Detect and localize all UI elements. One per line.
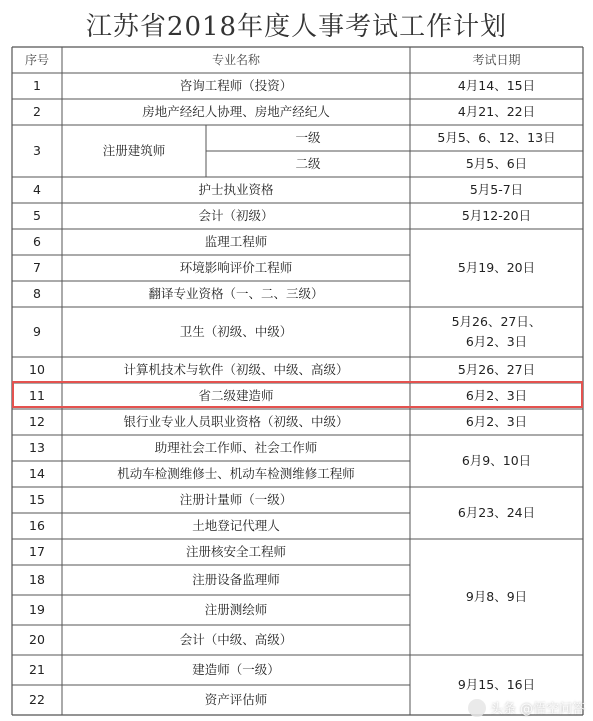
row-name: 卫生（初级、中级） (179, 324, 293, 339)
row-no: 19 (29, 602, 45, 617)
row-no: 10 (29, 362, 45, 377)
row-date: 4月14、15日 (457, 78, 536, 93)
row-no: 21 (29, 662, 45, 677)
header-date: 考试日期 (472, 53, 521, 67)
row-name: 会计（中级、高级） (179, 632, 293, 647)
row-name: 环境影响评价工程师 (179, 260, 293, 275)
merged-date: 9月15、16日 (457, 677, 536, 692)
row-name: 房地产经纪人协理、房地产经纪人 (142, 104, 330, 119)
row-no: 2 (33, 104, 41, 119)
merged-date: 6月9、10日 (461, 453, 532, 468)
row-no: 9 (33, 324, 41, 339)
row-no: 22 (29, 692, 45, 707)
row-name: 计算机技术与软件（初级、中级、高级） (123, 362, 349, 377)
row-name: 监理工程师 (204, 234, 268, 249)
row-name: 资产评估师 (204, 692, 268, 707)
row-name: 护士执业资格 (198, 182, 274, 197)
page-title: 江苏省2018年度人事考试工作计划 (85, 12, 508, 42)
row-name: 咨询工程师（投资） (179, 78, 293, 93)
row-no: 6 (33, 234, 41, 249)
row-date: 5月5、6、12、13日 (437, 130, 556, 145)
row-no: 14 (29, 466, 45, 481)
row-name: 助理社会工作师、社会工作师 (154, 440, 318, 455)
row-date: 5月5-7日 (469, 182, 524, 197)
row-sub-level: 二级 (295, 156, 321, 171)
row-no: 11 (29, 388, 45, 403)
row-no: 12 (29, 414, 45, 429)
row-name: 注册设备监理师 (192, 572, 280, 587)
row-date: 5月26、27日 (457, 362, 536, 377)
watermark (468, 698, 585, 717)
row-name: 注册计量师（一级） (179, 492, 293, 507)
row-name: 注册测绘师 (204, 602, 268, 617)
row-no: 18 (29, 572, 45, 587)
row-no: 7 (33, 260, 41, 275)
header-no: 序号 (24, 53, 49, 67)
row-no: 15 (29, 492, 45, 507)
row-date: 4月21、22日 (457, 104, 536, 119)
row-no: 5 (33, 208, 41, 223)
watermark-logo-icon (468, 699, 486, 717)
row-sub-level: 一级 (295, 130, 321, 145)
merged-date: 5月19、20日 (457, 260, 536, 275)
row-no: 13 (29, 440, 45, 455)
row-name: 省二级建造师 (198, 388, 274, 403)
row-name: 土地登记代理人 (192, 518, 280, 533)
row-no: 16 (29, 518, 45, 533)
row-date: 6月2、3日 (465, 414, 528, 429)
row-name: 注册建筑师 (102, 143, 166, 158)
row-no: 1 (33, 78, 41, 93)
row-name: 机动车检测维修士、机动车检测维修工程师 (117, 466, 355, 481)
merged-date: 6月23、24日 (457, 505, 536, 520)
row-name: 建造师（一级） (192, 662, 280, 677)
row-date: 5月12-20日 (461, 208, 532, 223)
row-no: 3 (33, 143, 41, 158)
row-no: 4 (33, 182, 41, 197)
row-date: 6月2、3日 (465, 388, 528, 403)
merged-date: 9月8、9日 (465, 589, 528, 604)
row-name: 注册核安全工程师 (185, 544, 286, 559)
row-date: 5月26、27日、 6月2、3日 (451, 314, 542, 349)
row-no: 20 (29, 632, 45, 647)
watermark-text: 头条 @悟空问答 (489, 702, 585, 717)
highlight-box-row-11 (12, 381, 583, 408)
row-no: 17 (29, 544, 45, 559)
row-name: 会计（初级） (198, 208, 274, 223)
row-name: 银行业专业人员职业资格（初级、中级） (123, 414, 349, 429)
row-no: 8 (33, 286, 41, 301)
row-name: 翻译专业资格（一、二、三级） (148, 286, 324, 301)
header-name: 专业名称 (211, 53, 260, 67)
row-date: 5月5、6日 (465, 156, 528, 171)
